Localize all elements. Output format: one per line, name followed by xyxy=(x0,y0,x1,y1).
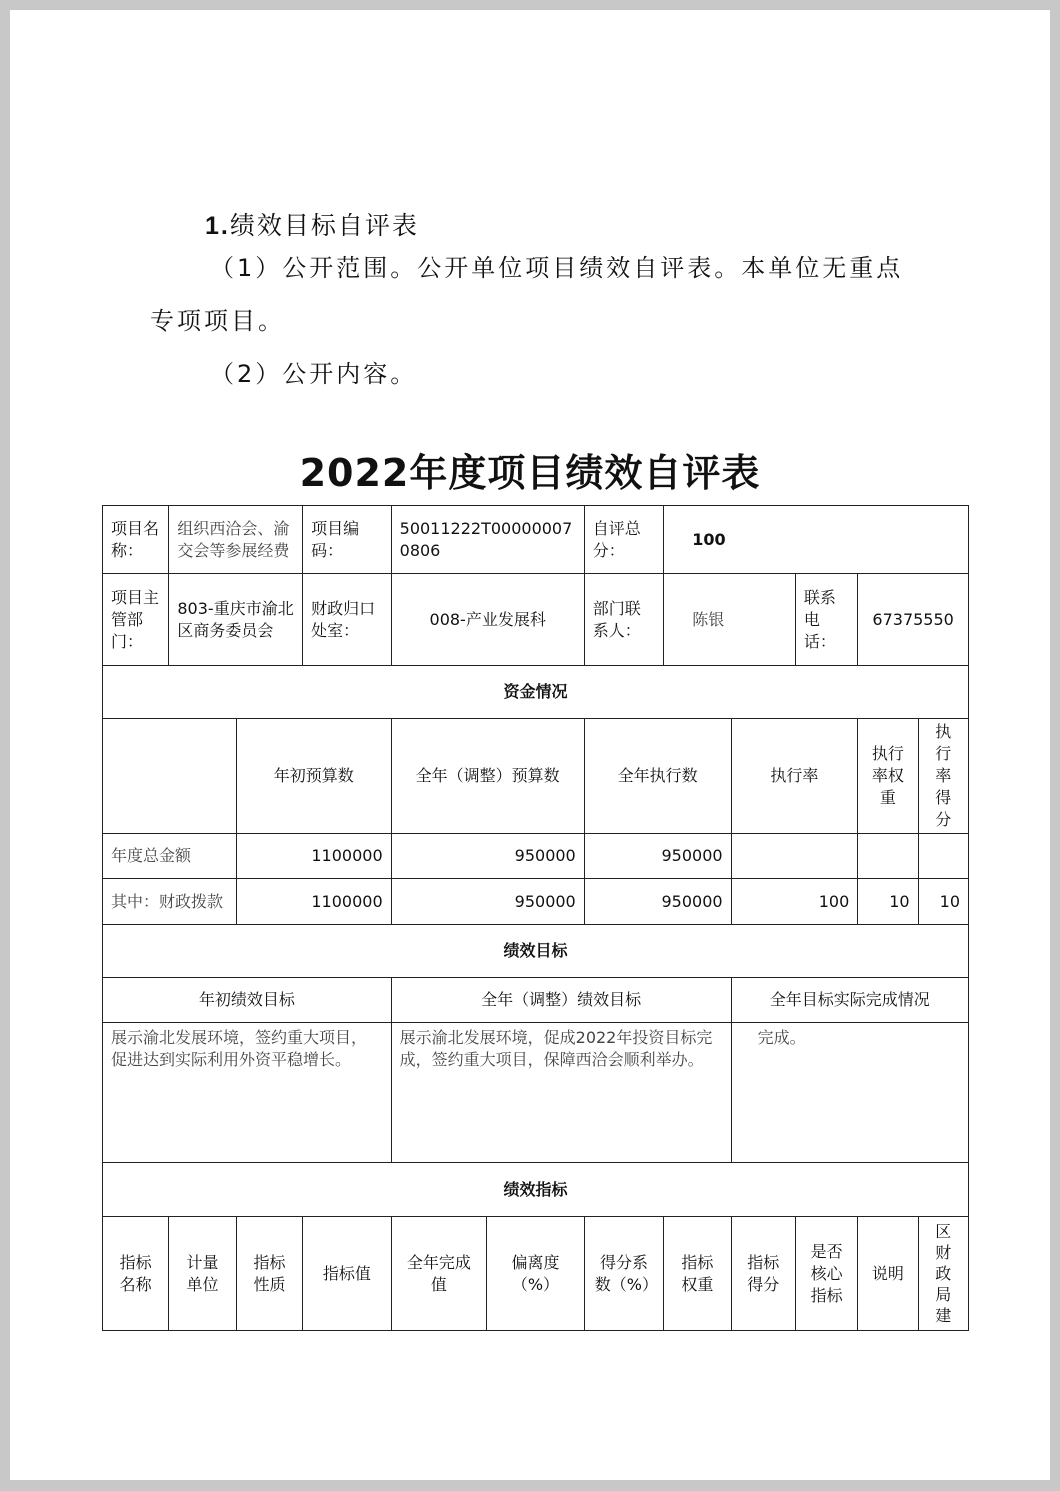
indicator-header-nature: 指标性质 xyxy=(236,1217,302,1331)
indicator-header-name: 指标名称 xyxy=(103,1217,169,1331)
funds-row-executed: 950000 xyxy=(584,879,731,925)
goals-header-row xyxy=(103,978,969,1023)
funds-row-rate xyxy=(731,834,858,879)
indicator-header-deviation: 偏离度（%） xyxy=(487,1217,585,1331)
funds-header-rate-score: 执行率得分 xyxy=(918,719,968,834)
project-name-label: 项目名称： xyxy=(103,506,169,574)
finance-value: 008-产业发展科 xyxy=(391,574,584,666)
finance-label: 财政归口处室： xyxy=(303,574,392,666)
indicator-header-completed: 全年完成值 xyxy=(391,1217,487,1331)
funds-row-adjusted: 950000 xyxy=(391,834,584,879)
funds-header-row xyxy=(103,719,969,834)
indicator-header-value: 指标值 xyxy=(303,1217,392,1331)
project-name-value: 组织西洽会、渝交会等参展经费 xyxy=(169,506,303,574)
goals-values-row xyxy=(103,1023,969,1163)
info-row-1 xyxy=(103,506,969,574)
scope-paragraph-continued: 专项项目。 xyxy=(150,307,285,335)
goals-actual-value: 完成。 xyxy=(731,1023,968,1163)
indicators-section-row xyxy=(103,1163,969,1217)
indicators-header-row xyxy=(103,1217,969,1331)
self-evaluation-table xyxy=(102,505,969,1331)
funds-section-title: 资金情况 xyxy=(103,666,969,719)
funds-row-weight xyxy=(858,834,918,879)
document-page xyxy=(10,10,1050,1480)
info-row-2 xyxy=(103,574,969,666)
indicator-header-score: 指标得分 xyxy=(731,1217,795,1331)
goals-section-title: 绩效目标 xyxy=(103,925,969,978)
goals-header-adjusted: 全年（调整）绩效目标 xyxy=(391,978,731,1023)
project-code-value: 50011222T000000070806 xyxy=(391,506,584,574)
indicators-section-title: 绩效指标 xyxy=(103,1163,969,1217)
indicator-header-coefficient: 得分系数（%） xyxy=(584,1217,663,1331)
funds-header-adjusted-budget: 全年（调整）预算数 xyxy=(391,719,584,834)
project-code-label: 项目编码： xyxy=(303,506,392,574)
funds-row-label: 其中：财政拨款 xyxy=(103,879,237,925)
phone-value: 67375550 xyxy=(858,574,969,666)
content-paragraph: （2）公开内容。 xyxy=(210,360,418,388)
indicator-header-note: 说明 xyxy=(858,1217,918,1331)
funds-row-initial: 1100000 xyxy=(236,879,391,925)
funds-header-executed: 全年执行数 xyxy=(584,719,731,834)
section-heading-number: 1. xyxy=(205,212,230,240)
score-value: 100 xyxy=(664,506,969,574)
funds-row-score: 10 xyxy=(918,879,968,925)
indicator-header-finance-bureau: 区财政局建 xyxy=(918,1217,968,1331)
funds-row-weight: 10 xyxy=(858,879,918,925)
goals-section-row xyxy=(103,925,969,978)
section-heading-text: 绩效目标自评表 xyxy=(229,211,419,240)
funds-header-rate-weight: 执行率权重 xyxy=(858,719,918,834)
phone-label: 联系电话： xyxy=(795,574,857,666)
section-heading xyxy=(205,206,419,242)
indicator-header-unit: 计量单位 xyxy=(169,1217,236,1331)
goals-header-initial: 年初绩效目标 xyxy=(103,978,392,1023)
funds-row-score xyxy=(918,834,968,879)
funds-row-executed: 950000 xyxy=(584,834,731,879)
funds-row-rate: 100 xyxy=(731,879,858,925)
contact-label: 部门联系人： xyxy=(584,574,663,666)
scope-paragraph: （1）公开范围。公开单位项目绩效自评表。本单位无重点 xyxy=(210,254,904,282)
dept-value: 803-重庆市渝北区商务委员会 xyxy=(169,574,303,666)
score-label: 自评总分： xyxy=(584,506,663,574)
funds-header-rate: 执行率 xyxy=(731,719,858,834)
funds-row-adjusted: 950000 xyxy=(391,879,584,925)
funds-row xyxy=(103,834,969,879)
document-title: 2022年度项目绩效自评表 xyxy=(299,451,761,495)
dept-label: 项目主管部门： xyxy=(103,574,169,666)
funds-row-label: 年度总金额 xyxy=(103,834,237,879)
funds-section-row xyxy=(103,666,969,719)
funds-row xyxy=(103,879,969,925)
funds-header-initial-budget: 年初预算数 xyxy=(236,719,391,834)
goals-header-actual: 全年目标实际完成情况 xyxy=(731,978,968,1023)
indicator-header-weight: 指标权重 xyxy=(664,1217,731,1331)
goals-initial-value: 展示渝北发展环境，签约重大项目，促进达到实际利用外资平稳增长。 xyxy=(103,1023,392,1163)
funds-header-blank xyxy=(103,719,237,834)
indicator-header-core: 是否核心指标 xyxy=(795,1217,857,1331)
funds-row-initial: 1100000 xyxy=(236,834,391,879)
contact-value: 陈银 xyxy=(664,574,796,666)
goals-adjusted-value: 展示渝北发展环境，促成2022年投资目标完成，签约重大项目，保障西洽会顺利举办。 xyxy=(391,1023,731,1163)
